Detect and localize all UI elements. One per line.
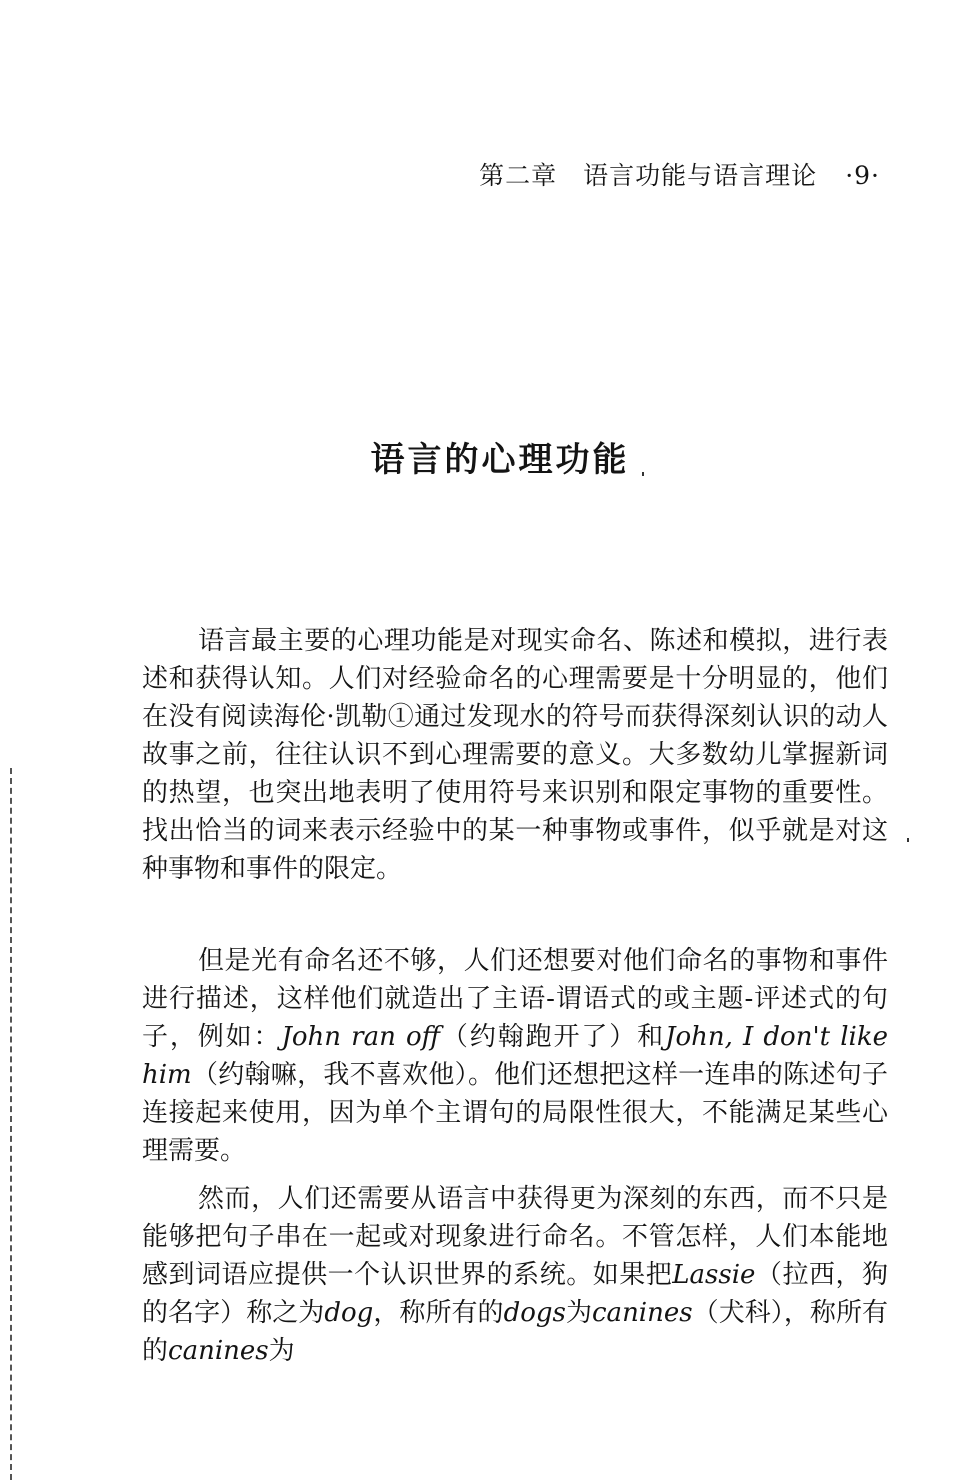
chapter-title: 第二章 语言功能与语言理论	[479, 161, 818, 190]
paragraph-3-text-1: 然而，人们还需要从语言中获得更为深刻的东西，而不只是能够把句子串在一起或对现象进行命名。不管怎样，人们本能地感到词语应提供一个认识世界的系统。如果把	[142, 1184, 888, 1290]
example-john-ran-off: John ran off	[281, 1022, 441, 1052]
example-john-dont-like-him: John, I don't like him	[142, 1022, 888, 1090]
term-lassie: Lassie	[672, 1260, 756, 1290]
term-dogs: dogs	[503, 1298, 566, 1328]
scan-margin-line	[10, 768, 13, 1480]
term-canines: canines	[592, 1298, 693, 1328]
paragraph-3	[142, 1180, 888, 1370]
scan-speck	[642, 472, 644, 476]
running-head	[479, 156, 880, 192]
paragraph-3-text-3: ，称所有的	[373, 1298, 504, 1328]
paragraph-2-text-2: （约翰跑开了）和	[440, 1022, 666, 1052]
scan-speck	[907, 838, 909, 842]
term-canines-2: canines	[168, 1336, 269, 1366]
paragraph-3-text-6: 为	[268, 1336, 295, 1366]
paragraph-1: 语言最主要的心理功能是对现实命名、陈述和模拟，进行表述和获得认知。人们对经验命名的心理需要是十分明显的，他们在没有阅读海伦·凯勒①通过发现水的符号而获得深刻认识的动人故事之前，往往认识不到心理需要的意义。大多数幼儿掌握新词的热望，也突出地表明了使用符号来识别和限定事物的重要性。找出恰当的词来表示经验中的某一种事物或事件，似乎就是对这种事物和事件的限定。	[142, 626, 888, 884]
paragraph-3-text-5: （犬科），称所有的	[142, 1298, 888, 1366]
term-dog: dog	[324, 1298, 374, 1328]
paragraph-2-text-1: 但是光有命名还不够，人们还想要对他们命名的事物和事件进行描述，这样他们就造出了主语-谓语式的或主题-评述式的句子，例如：	[142, 946, 888, 1052]
section-title: 语言的心理功能	[370, 440, 630, 480]
paragraph-3-text-2: （拉西，狗的名字）称之为	[142, 1260, 888, 1328]
paragraph-2-text-3: （约翰嘛，我不喜欢他）。他们还想把这样一连串的陈述句子连接起来使用，因为单个主谓句的局限性很大，不能满足某些心理需要。	[142, 1060, 888, 1166]
paragraph-3-text-4: 为	[565, 1298, 592, 1328]
page-number: ·9·	[845, 161, 880, 190]
paragraph-2	[142, 942, 888, 1170]
